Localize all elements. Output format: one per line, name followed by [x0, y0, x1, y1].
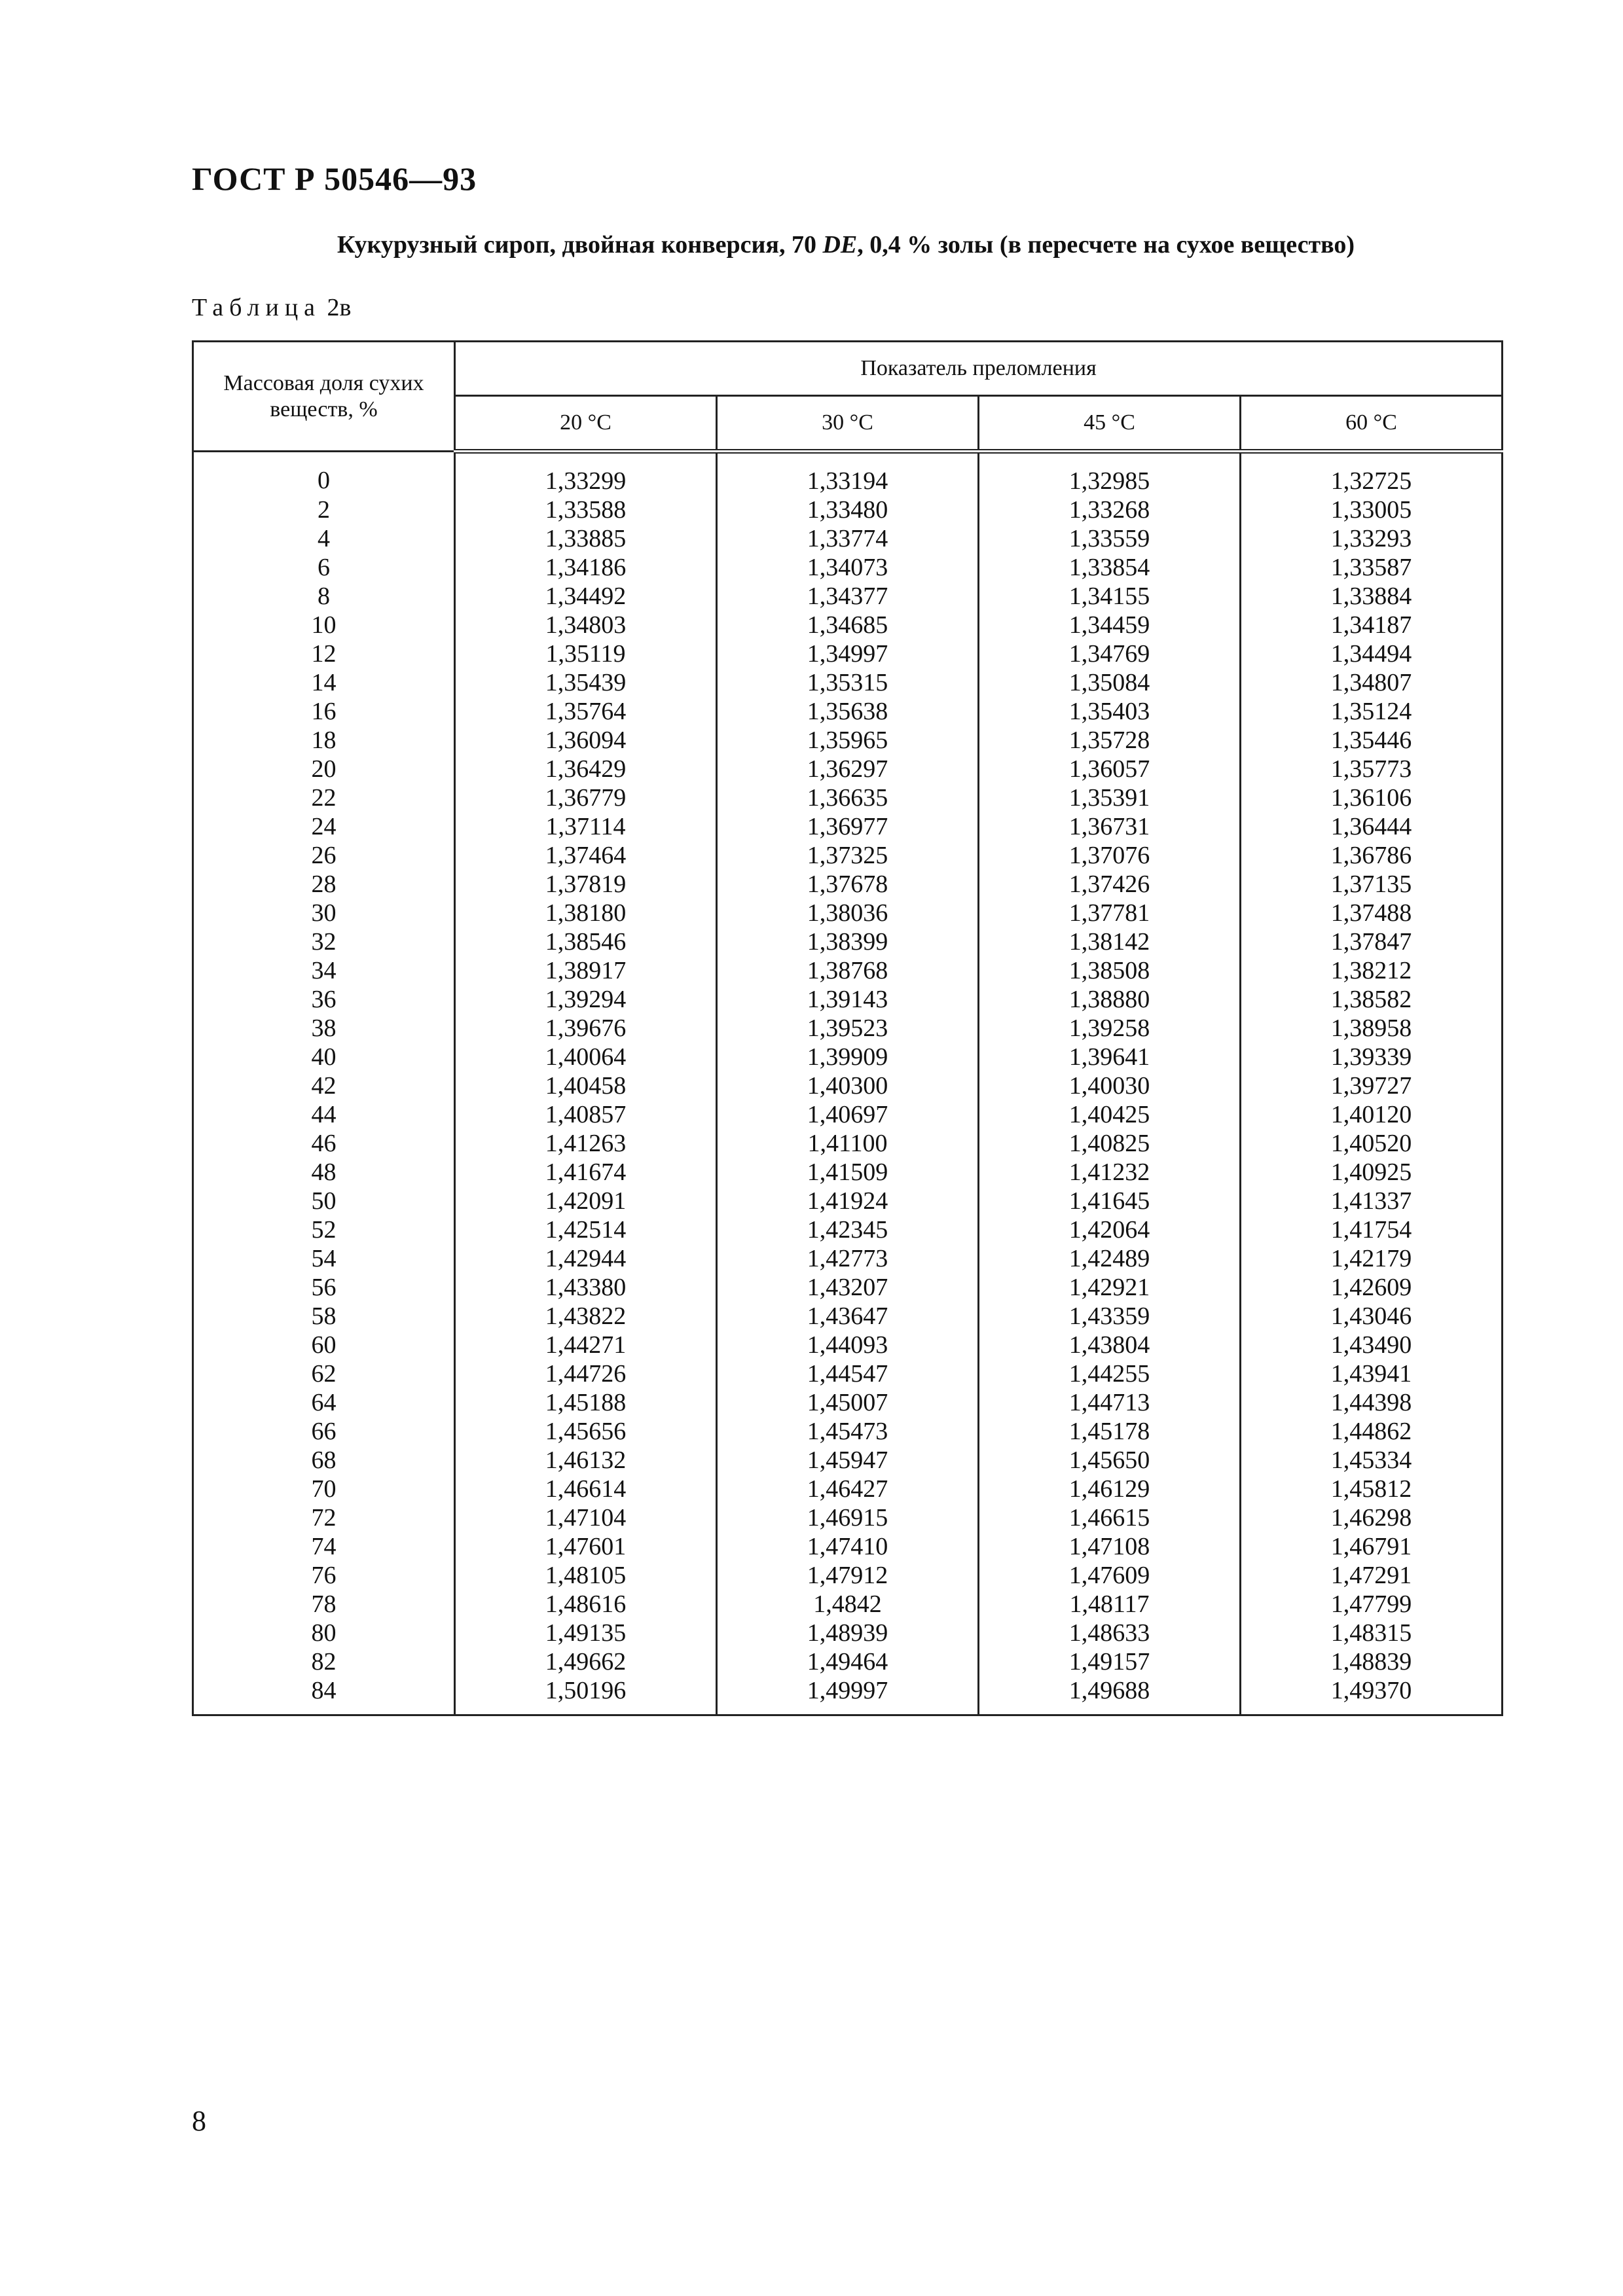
refractive-index-cell: 1,43359	[979, 1302, 1241, 1331]
refractive-index-cell: 1,49157	[979, 1647, 1241, 1676]
document-title	[192, 230, 1500, 259]
mass-fraction-cell: 0	[193, 452, 455, 496]
table-row	[193, 1417, 1503, 1446]
refractive-index-cell: 1,39294	[455, 985, 717, 1014]
refractive-index-cell: 1,46298	[1241, 1503, 1503, 1532]
refractive-index-cell: 1,34769	[979, 639, 1241, 668]
refractive-index-cell: 1,45334	[1241, 1446, 1503, 1475]
mass-fraction-cell: 50	[193, 1187, 455, 1215]
refractive-index-cell: 1,47104	[455, 1503, 717, 1532]
mass-fraction-cell: 4	[193, 524, 455, 553]
table-row	[193, 1532, 1503, 1561]
mass-fraction-cell: 62	[193, 1359, 455, 1388]
refractive-index-cell: 1,35638	[717, 697, 979, 726]
refractive-index-cell: 1,47108	[979, 1532, 1241, 1561]
mass-fraction-cell: 26	[193, 841, 455, 870]
refractive-index-cell: 1,34492	[455, 582, 717, 611]
table-row	[193, 1043, 1503, 1071]
refractive-index-cell: 1,34807	[1241, 668, 1503, 697]
mass-fraction-cell: 18	[193, 726, 455, 755]
refractive-index-cell: 1,46614	[455, 1475, 717, 1503]
refractive-index-cell: 1,33774	[717, 524, 979, 553]
mass-fraction-cell: 56	[193, 1273, 455, 1302]
table-row	[193, 697, 1503, 726]
refractive-index-cell: 1,46427	[717, 1475, 979, 1503]
mass-fraction-cell: 58	[193, 1302, 455, 1331]
mass-fraction-cell: 80	[193, 1619, 455, 1647]
mass-fraction-cell: 70	[193, 1475, 455, 1503]
refractive-index-cell: 1,39523	[717, 1014, 979, 1043]
refractive-index-cell: 1,34997	[717, 639, 979, 668]
mass-fraction-cell: 82	[193, 1647, 455, 1676]
mass-fraction-cell: 6	[193, 553, 455, 582]
refractive-index-cell: 1,48315	[1241, 1619, 1503, 1647]
table-row	[193, 1475, 1503, 1503]
refractive-index-cell: 1,35439	[455, 668, 717, 697]
refractive-index-cell: 1,40120	[1241, 1100, 1503, 1129]
refractive-index-cell: 1,37847	[1241, 927, 1503, 956]
document-number: ГОСТ Р 50546—93	[192, 160, 477, 197]
mass-fraction-cell: 44	[193, 1100, 455, 1129]
refractive-index-cell: 1,36977	[717, 812, 979, 841]
refractive-index-cell: 1,39339	[1241, 1043, 1503, 1071]
refractive-index-cell: 1,45188	[455, 1388, 717, 1417]
refractive-index-cell: 1,33885	[455, 524, 717, 553]
refractive-index-cell: 1,37781	[979, 899, 1241, 927]
mass-fraction-cell: 12	[193, 639, 455, 668]
title-prefix: Кукурузный сироп, двойная конверсия, 70	[337, 231, 823, 259]
refractive-index-cell: 1,39258	[979, 1014, 1241, 1043]
mass-fraction-cell: 76	[193, 1561, 455, 1590]
refractive-index-cell: 1,36057	[979, 755, 1241, 783]
mass-fraction-cell: 24	[193, 812, 455, 841]
mass-fraction-cell: 20	[193, 755, 455, 783]
refractive-index-cell: 1,34155	[979, 582, 1241, 611]
refractive-index-cell: 1,48633	[979, 1619, 1241, 1647]
table-label-word: Таблица	[192, 294, 321, 321]
refractive-index-cell: 1,38546	[455, 927, 717, 956]
table-row	[193, 668, 1503, 697]
refractive-index-cell: 1,40030	[979, 1071, 1241, 1100]
refractive-index-cell: 1,49135	[455, 1619, 717, 1647]
refractive-index-cell: 1,41232	[979, 1158, 1241, 1187]
refractive-index-cell: 1,42609	[1241, 1273, 1503, 1302]
refractive-index-cell: 1,48616	[455, 1590, 717, 1619]
refractive-index-cell: 1,39143	[717, 985, 979, 1014]
table-row	[193, 1273, 1503, 1302]
refractive-index-cell: 1,46132	[455, 1446, 717, 1475]
refractive-index-cell: 1,39909	[717, 1043, 979, 1071]
refractive-index-cell: 1,34186	[455, 553, 717, 582]
refractive-index-cell: 1,4842	[717, 1590, 979, 1619]
refractive-index-cell: 1,36786	[1241, 841, 1503, 870]
refractive-index-cell: 1,39641	[979, 1043, 1241, 1071]
refractive-index-cell: 1,34187	[1241, 611, 1503, 639]
mass-fraction-cell: 2	[193, 495, 455, 524]
refractive-index-cell: 1,43647	[717, 1302, 979, 1331]
table-row	[193, 1331, 1503, 1359]
refractive-index-cell: 1,49370	[1241, 1676, 1503, 1715]
table-row	[193, 783, 1503, 812]
table-row	[193, 726, 1503, 755]
refractive-index-cell: 1,44862	[1241, 1417, 1503, 1446]
refractive-index-cell: 1,33293	[1241, 524, 1503, 553]
refractive-index-cell: 1,33588	[455, 495, 717, 524]
column-header-60c: 60 °С	[1241, 396, 1503, 452]
mass-fraction-cell: 38	[193, 1014, 455, 1043]
refractive-index-cell: 1,47799	[1241, 1590, 1503, 1619]
refractive-index-cell: 1,37464	[455, 841, 717, 870]
refractive-index-cell: 1,34377	[717, 582, 979, 611]
refractive-index-cell: 1,44398	[1241, 1388, 1503, 1417]
refractive-index-cell: 1,49464	[717, 1647, 979, 1676]
refractive-index-cell: 1,37488	[1241, 899, 1503, 927]
refractive-index-cell: 1,32725	[1241, 452, 1503, 496]
refractive-index-cell: 1,46915	[717, 1503, 979, 1532]
refractive-index-cell: 1,43380	[455, 1273, 717, 1302]
mass-fraction-cell: 16	[193, 697, 455, 726]
refractive-index-cell: 1,44547	[717, 1359, 979, 1388]
refractive-index-cell: 1,33268	[979, 495, 1241, 524]
column-header-45c: 45 °С	[979, 396, 1241, 452]
refractive-index-cell: 1,34459	[979, 611, 1241, 639]
refractive-index-cell: 1,45947	[717, 1446, 979, 1475]
column-header-30c: 30 °С	[717, 396, 979, 452]
title-suffix: , 0,4 % золы (в пересчете на сухое вещество)	[857, 231, 1355, 259]
refractive-index-table	[192, 340, 1503, 1716]
table-row	[193, 1561, 1503, 1590]
table-row	[193, 812, 1503, 841]
refractive-index-cell: 1,47912	[717, 1561, 979, 1590]
refractive-index-cell: 1,36731	[979, 812, 1241, 841]
refractive-index-cell: 1,34494	[1241, 639, 1503, 668]
table-row	[193, 639, 1503, 668]
refractive-index-cell: 1,38768	[717, 956, 979, 985]
refractive-index-cell: 1,47410	[717, 1532, 979, 1561]
refractive-index-cell: 1,49688	[979, 1676, 1241, 1715]
group-header: Показатель преломления	[455, 342, 1503, 396]
refractive-index-cell: 1,37678	[717, 870, 979, 899]
refractive-index-cell: 1,38917	[455, 956, 717, 985]
table-row	[193, 1129, 1503, 1158]
refractive-index-cell: 1,50196	[455, 1676, 717, 1715]
table-row	[193, 1215, 1503, 1244]
refractive-index-cell: 1,39727	[1241, 1071, 1503, 1100]
refractive-index-cell: 1,41924	[717, 1187, 979, 1215]
refractive-index-cell: 1,42091	[455, 1187, 717, 1215]
refractive-index-cell: 1,41674	[455, 1158, 717, 1187]
table-row	[193, 1071, 1503, 1100]
refractive-index-cell: 1,48117	[979, 1590, 1241, 1619]
table-row	[193, 1359, 1503, 1388]
refractive-index-cell: 1,41263	[455, 1129, 717, 1158]
refractive-index-cell: 1,38036	[717, 899, 979, 927]
mass-fraction-cell: 54	[193, 1244, 455, 1273]
refractive-index-cell: 1,35446	[1241, 726, 1503, 755]
mass-fraction-cell: 30	[193, 899, 455, 927]
mass-fraction-cell: 84	[193, 1676, 455, 1715]
refractive-index-cell: 1,33005	[1241, 495, 1503, 524]
refractive-index-cell: 1,38582	[1241, 985, 1503, 1014]
mass-fraction-cell: 34	[193, 956, 455, 985]
mass-fraction-cell: 74	[193, 1532, 455, 1561]
table-row	[193, 582, 1503, 611]
refractive-index-cell: 1,36429	[455, 755, 717, 783]
refractive-index-cell: 1,37135	[1241, 870, 1503, 899]
table-row	[193, 1187, 1503, 1215]
refractive-index-cell: 1,33559	[979, 524, 1241, 553]
mass-fraction-cell: 60	[193, 1331, 455, 1359]
table-row	[193, 553, 1503, 582]
table-row	[193, 870, 1503, 899]
refractive-index-cell: 1,43941	[1241, 1359, 1503, 1388]
refractive-index-cell: 1,47291	[1241, 1561, 1503, 1590]
refractive-index-cell: 1,43207	[717, 1273, 979, 1302]
refractive-index-cell: 1,35965	[717, 726, 979, 755]
mass-fraction-cell: 42	[193, 1071, 455, 1100]
mass-fraction-cell: 68	[193, 1446, 455, 1475]
table-row	[193, 755, 1503, 783]
refractive-index-cell: 1,35124	[1241, 697, 1503, 726]
refractive-index-cell: 1,35315	[717, 668, 979, 697]
refractive-index-cell: 1,38399	[717, 927, 979, 956]
mass-fraction-cell: 72	[193, 1503, 455, 1532]
refractive-index-cell: 1,44255	[979, 1359, 1241, 1388]
refractive-index-cell: 1,40857	[455, 1100, 717, 1129]
refractive-index-cell: 1,33884	[1241, 582, 1503, 611]
mass-fraction-cell: 40	[193, 1043, 455, 1071]
refractive-index-cell: 1,35403	[979, 697, 1241, 726]
refractive-index-cell: 1,35728	[979, 726, 1241, 755]
mass-fraction-cell: 28	[193, 870, 455, 899]
table-row	[193, 1014, 1503, 1043]
refractive-index-cell: 1,49662	[455, 1647, 717, 1676]
refractive-index-cell: 1,41100	[717, 1129, 979, 1158]
table-row	[193, 985, 1503, 1014]
mass-fraction-cell: 78	[193, 1590, 455, 1619]
refractive-index-cell: 1,35391	[979, 783, 1241, 812]
mass-fraction-cell: 14	[193, 668, 455, 697]
refractive-index-cell: 1,36444	[1241, 812, 1503, 841]
refractive-index-cell: 1,38212	[1241, 956, 1503, 985]
mass-fraction-cell: 66	[193, 1417, 455, 1446]
mass-fraction-cell: 52	[193, 1215, 455, 1244]
refractive-index-cell: 1,40520	[1241, 1129, 1503, 1158]
refractive-index-cell: 1,33194	[717, 452, 979, 496]
mass-fraction-cell: 64	[193, 1388, 455, 1417]
refractive-index-cell: 1,42179	[1241, 1244, 1503, 1273]
column-header-20c: 20 °С	[455, 396, 717, 452]
refractive-index-cell: 1,45178	[979, 1417, 1241, 1446]
refractive-index-cell: 1,49997	[717, 1676, 979, 1715]
table-row	[193, 1676, 1503, 1715]
refractive-index-cell: 1,35773	[1241, 755, 1503, 783]
table-row	[193, 1388, 1503, 1417]
refractive-index-cell: 1,47601	[455, 1532, 717, 1561]
refractive-index-cell: 1,44726	[455, 1359, 717, 1388]
refractive-index-cell: 1,45650	[979, 1446, 1241, 1475]
refractive-index-cell: 1,34803	[455, 611, 717, 639]
table-row	[193, 1503, 1503, 1532]
refractive-index-cell: 1,40300	[717, 1071, 979, 1100]
refractive-index-cell: 1,47609	[979, 1561, 1241, 1590]
refractive-index-cell: 1,34685	[717, 611, 979, 639]
table-row	[193, 1446, 1503, 1475]
refractive-index-cell: 1,42944	[455, 1244, 717, 1273]
table-body	[193, 452, 1503, 1715]
table-row	[193, 1590, 1503, 1619]
refractive-index-cell: 1,45007	[717, 1388, 979, 1417]
refractive-index-cell: 1,40064	[455, 1043, 717, 1071]
refractive-index-cell: 1,38958	[1241, 1014, 1503, 1043]
refractive-index-cell: 1,42064	[979, 1215, 1241, 1244]
refractive-index-cell: 1,40697	[717, 1100, 979, 1129]
refractive-index-cell: 1,41754	[1241, 1215, 1503, 1244]
refractive-index-cell: 1,33299	[455, 452, 717, 496]
mass-fraction-cell: 8	[193, 582, 455, 611]
refractive-index-cell: 1,48105	[455, 1561, 717, 1590]
refractive-index-cell: 1,42489	[979, 1244, 1241, 1273]
refractive-index-cell: 1,37114	[455, 812, 717, 841]
refractive-index-cell: 1,41645	[979, 1187, 1241, 1215]
table-row	[193, 927, 1503, 956]
refractive-index-cell: 1,36779	[455, 783, 717, 812]
refractive-index-cell: 1,32985	[979, 452, 1241, 496]
refractive-index-cell: 1,41509	[717, 1158, 979, 1187]
mass-fraction-cell: 32	[193, 927, 455, 956]
table-row	[193, 1302, 1503, 1331]
refractive-index-cell: 1,44271	[455, 1331, 717, 1359]
refractive-index-cell: 1,46129	[979, 1475, 1241, 1503]
mass-fraction-cell: 48	[193, 1158, 455, 1187]
refractive-index-cell: 1,36094	[455, 726, 717, 755]
refractive-index-cell: 1,41337	[1241, 1187, 1503, 1215]
table-row	[193, 611, 1503, 639]
refractive-index-cell: 1,38880	[979, 985, 1241, 1014]
table-row	[193, 956, 1503, 985]
refractive-index-cell: 1,43046	[1241, 1302, 1503, 1331]
page-number: 8	[192, 2105, 206, 2137]
refractive-index-cell: 1,35119	[455, 639, 717, 668]
refractive-index-cell: 1,48839	[1241, 1647, 1503, 1676]
refractive-index-cell: 1,43804	[979, 1331, 1241, 1359]
refractive-index-cell: 1,38180	[455, 899, 717, 927]
stub-header: Массовая доля сухих веществ, %	[193, 342, 455, 452]
refractive-index-cell: 1,42514	[455, 1215, 717, 1244]
table-row	[193, 1244, 1503, 1273]
refractive-index-cell: 1,34073	[717, 553, 979, 582]
refractive-index-cell: 1,40425	[979, 1100, 1241, 1129]
refractive-index-cell: 1,35764	[455, 697, 717, 726]
refractive-index-cell: 1,37325	[717, 841, 979, 870]
table-row	[193, 1158, 1503, 1187]
refractive-index-cell: 1,45656	[455, 1417, 717, 1446]
refractive-index-cell: 1,36297	[717, 755, 979, 783]
mass-fraction-cell: 22	[193, 783, 455, 812]
refractive-index-cell: 1,42773	[717, 1244, 979, 1273]
refractive-index-cell: 1,39676	[455, 1014, 717, 1043]
refractive-index-cell: 1,45473	[717, 1417, 979, 1446]
mass-fraction-cell: 46	[193, 1129, 455, 1158]
refractive-index-cell: 1,44093	[717, 1331, 979, 1359]
refractive-index-cell: 1,38142	[979, 927, 1241, 956]
refractive-index-cell: 1,42921	[979, 1273, 1241, 1302]
refractive-index-cell: 1,40825	[979, 1129, 1241, 1158]
title-italic: DE	[822, 231, 858, 259]
refractive-index-cell: 1,44713	[979, 1388, 1241, 1417]
refractive-index-cell: 1,38508	[979, 956, 1241, 985]
refractive-index-cell: 1,37076	[979, 841, 1241, 870]
table-label	[192, 293, 351, 322]
table-row	[193, 841, 1503, 870]
refractive-index-cell: 1,42345	[717, 1215, 979, 1244]
table-label-id: 2в	[327, 294, 352, 321]
refractive-index-cell: 1,43490	[1241, 1331, 1503, 1359]
refractive-index-cell: 1,45812	[1241, 1475, 1503, 1503]
refractive-index-cell: 1,48939	[717, 1619, 979, 1647]
refractive-index-cell: 1,37819	[455, 870, 717, 899]
refractive-index-cell: 1,37426	[979, 870, 1241, 899]
table-row	[193, 1619, 1503, 1647]
refractive-index-cell: 1,46615	[979, 1503, 1241, 1532]
refractive-index-cell: 1,33587	[1241, 553, 1503, 582]
table-row	[193, 899, 1503, 927]
table-row	[193, 524, 1503, 553]
refractive-index-cell: 1,40925	[1241, 1158, 1503, 1187]
refractive-index-cell: 1,36106	[1241, 783, 1503, 812]
table-row	[193, 1647, 1503, 1676]
table-row	[193, 452, 1503, 496]
table-row	[193, 495, 1503, 524]
refractive-index-cell: 1,33854	[979, 553, 1241, 582]
refractive-index-cell: 1,40458	[455, 1071, 717, 1100]
refractive-index-cell: 1,35084	[979, 668, 1241, 697]
mass-fraction-cell: 10	[193, 611, 455, 639]
table-row	[193, 1100, 1503, 1129]
refractive-index-cell: 1,33480	[717, 495, 979, 524]
refractive-index-cell: 1,36635	[717, 783, 979, 812]
refractive-index-cell: 1,46791	[1241, 1532, 1503, 1561]
refractive-index-cell: 1,43822	[455, 1302, 717, 1331]
mass-fraction-cell: 36	[193, 985, 455, 1014]
